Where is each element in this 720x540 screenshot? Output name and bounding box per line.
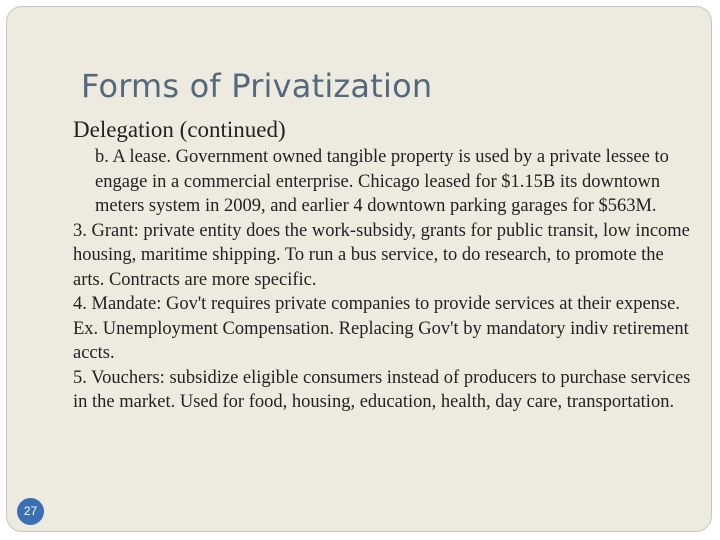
paragraph-lease: b. A lease. Government owned tangible property is used by a private lessee to engage in a commercial enterprise. Chicago leased for $1.15B its downtown meters system in 2009, and earlier 4 downtown parking garages for $563M.: [95, 147, 669, 216]
slide-subtitle: Delegation (continued): [73, 117, 286, 142]
paragraph-vouchers: 5. Vouchers: subsidize eligible consumers instead of producers to purchase services in the market. Used for food, housing, education, health, day care, transportation.: [73, 367, 691, 412]
slide-number-badge: 27: [17, 498, 44, 525]
paragraph-mandate: 4. Mandate: Gov't requires private companies to provide services at their expense. Ex. Unemployment Compensation. Replacing Gov't by mandatory indiv retirement accts.: [73, 294, 689, 363]
slide-title: Forms of Privatization: [81, 67, 433, 105]
slide: [6, 6, 712, 532]
slide-body: [73, 145, 693, 415]
paragraph-grant: 3. Grant: private entity does the work-subsidy, grants for public transit, low income housing, maritime shipping. To run a bus service, to do research, to promote the arts. Contracts are more specific.: [73, 220, 690, 290]
